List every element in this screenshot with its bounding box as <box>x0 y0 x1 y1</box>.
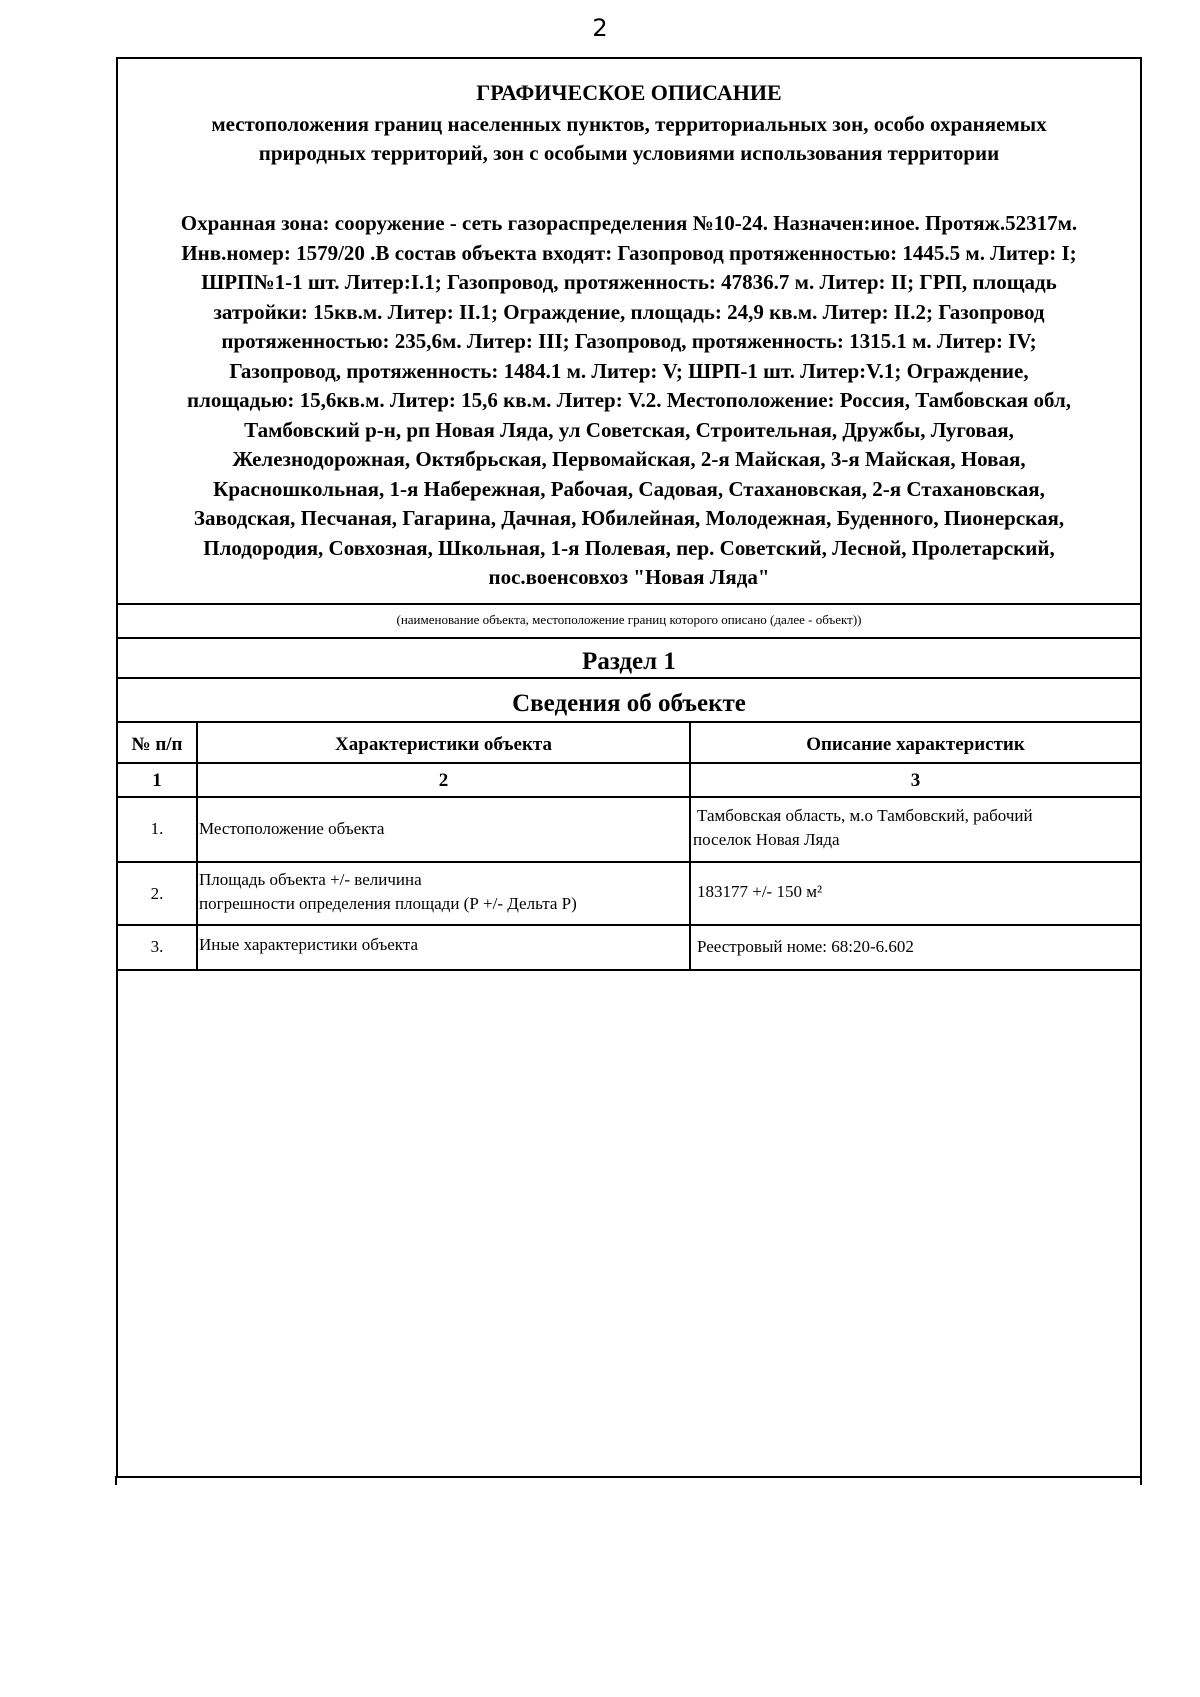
table-rule <box>116 969 1142 971</box>
object-line: Железнодорожная, Октябрьская, Первомайская, 2-я Майская, 3-я Майская, Новая, <box>232 447 1026 471</box>
section-title: Раздел 1 <box>582 648 676 675</box>
object-line: протяженностью: 235,6м. Литер: III; Газопровод, протяженность: 1315.1 м. Литер: IV; <box>221 329 1037 353</box>
table-cell-description: Тамбовская область, м.о Тамбовский, рабочий <box>697 806 1033 825</box>
table-column-rule <box>196 721 198 970</box>
divider <box>116 637 1142 639</box>
column-number: 1 <box>152 770 162 791</box>
table-rule <box>116 924 1142 926</box>
object-line: Плодородия, Совхозная, Школьная, 1-я Полевая, пер. Советский, Лесной, Пролетарский, <box>203 535 1055 560</box>
object-name <box>118 209 1140 593</box>
table-cell-characteristic: Площадь объекта +/- величина <box>199 870 422 889</box>
object-line: пос.военсовхоз "Новая Ляда" <box>488 565 770 589</box>
subtitle-line: местоположения границ населенных пунктов, территориальных зон, особо охраняемых <box>211 112 1047 136</box>
object-line: Инв.номер: 1579/20 .В состав объекта входят: Газопровод протяженностью: 1445.5 м. Литер: I; <box>181 240 1077 265</box>
table-cell-description: Реестровый номе: 68:20-6.602 <box>697 937 914 956</box>
object-line: Красношкольная, 1-я Набережная, Рабочая, Садовая, Стахановская, 2-я Стахановская, <box>213 476 1045 501</box>
table-cell-characteristic: Местоположение объекта <box>199 819 385 838</box>
frame-tick <box>115 1476 117 1485</box>
column-number: 3 <box>910 770 921 791</box>
frame-bottom-rule <box>116 1476 1142 1478</box>
table-cell-characteristic: Иные характеристики объекта <box>199 935 419 954</box>
table-row-number: 2. <box>150 884 164 903</box>
page-number: 2 <box>592 14 608 42</box>
object-line: Газопровод, протяженность: 1484.1 м. Литер: V; ШРП-1 шт. Литер:V.1; Ограждение, <box>229 358 1029 383</box>
table-cell-characteristic: погрешности определения площади (Р +/- Дельта Р) <box>199 894 577 913</box>
document-title: ГРАФИЧЕСКОЕ ОПИСАНИЕ <box>476 80 782 105</box>
column-number: 2 <box>438 770 449 791</box>
frame-tick <box>1140 1476 1142 1485</box>
table-header-number: № п/п <box>131 734 183 755</box>
object-line: ШРП№1-1 шт. Литер:I.1; Газопровод, протяженность: 47836.7 м. Литер: II; ГРП, площадь <box>201 270 1057 294</box>
table-row-number: 1. <box>150 819 164 838</box>
table-rule <box>116 796 1142 798</box>
object-line: Заводская, Песчаная, Гагарина, Дачная, Юбилейная, Молодежная, Буденного, Пионерская, <box>193 506 1065 530</box>
object-line: площадью: 15,6кв.м. Литер: 15,6 кв.м. Литер: V.2. Местоположение: Россия, Тамбовская обл, <box>187 388 1071 412</box>
subtitle-line: природных территорий, зон с особыми условиями использования территории <box>258 141 1000 165</box>
object-line: затройки: 15кв.м. Литер: II.1; Ограждение, площадь: 24,9 кв.м. Литер: II.2; Газопровод <box>213 299 1045 324</box>
table-rule <box>116 861 1142 863</box>
divider <box>116 677 1142 679</box>
table-cell-description: поселок Новая Ляда <box>693 830 840 849</box>
divider <box>116 603 1142 605</box>
table-column-rule <box>689 721 691 970</box>
table-row-number: 3. <box>150 937 164 956</box>
divider <box>116 721 1142 723</box>
table-header-description: Описание характеристик <box>806 734 1025 755</box>
object-line: Тамбовский р-н, рп Новая Ляда, ул Советская, Строительная, Дружбы, Луговая, <box>244 417 1014 442</box>
document-subtitle <box>118 110 1140 168</box>
table-header-characteristic: Характеристики объекта <box>335 734 552 755</box>
table-rule <box>116 762 1142 764</box>
section-subtitle: Сведения об объекте <box>512 690 746 717</box>
object-caption: (наименование объекта, местоположение границ которого описано (далее - объект)) <box>396 612 862 627</box>
object-line: Охранная зона: сооружение - сеть газораспределения №10-24. Назначен:иное. Протяж.52317м. <box>180 211 1078 235</box>
table-cell-description: 183177 +/- 150 м² <box>697 882 823 901</box>
